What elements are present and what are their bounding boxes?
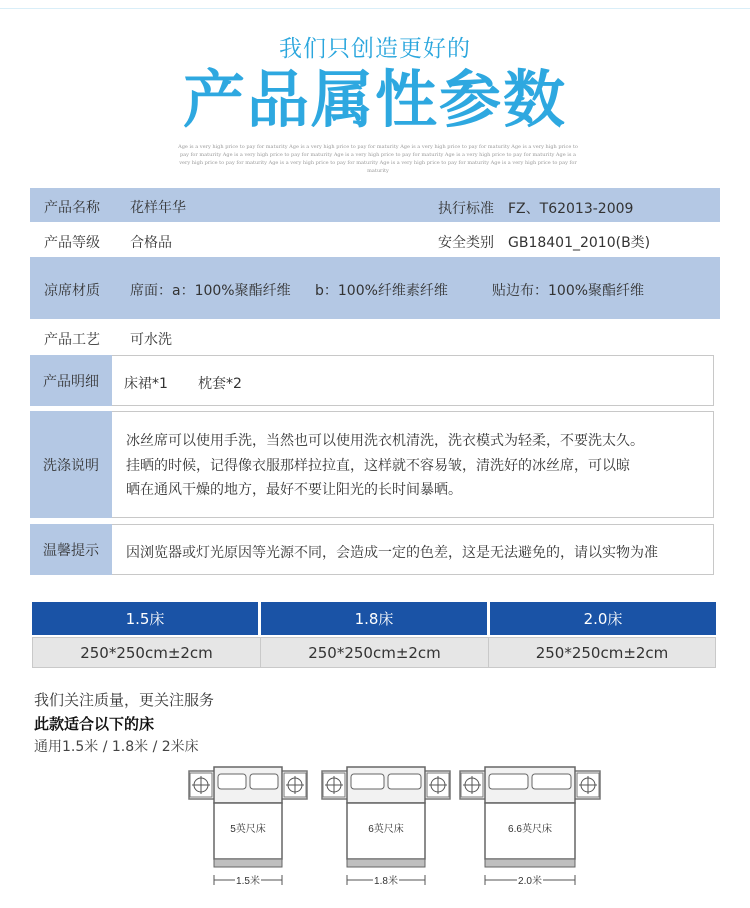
attr-row-detail <box>30 355 714 406</box>
bed-3-label: 6.6英尺床 <box>508 824 552 835</box>
wash-content <box>112 411 714 518</box>
size-value-1-8: 250*250cm±2cm <box>260 637 489 668</box>
craft-label: 产品工艺 <box>44 332 100 348</box>
size-header-1-5: 1.5床 <box>32 602 258 635</box>
tip-content <box>112 524 714 575</box>
service-note: 我们关注质量，更关注服务 <box>34 691 215 709</box>
size-value-1-5: 250*250cm±2cm <box>32 637 261 668</box>
tip-value: 因浏览器或灯光原因等光源不同，会造成一定的色差，这是无法避免的，请以实物为准 <box>126 545 658 561</box>
bed-3-width: 2.0米 <box>518 876 542 887</box>
bed-diagram-5ft <box>189 767 307 887</box>
attr-row-material <box>30 257 720 319</box>
suitable-beds-heading: 此款适合以下的床 <box>34 715 155 733</box>
size-table <box>32 602 716 668</box>
wash-line-3: 晒在通风干燥的地方，最好不要让阳光的长时间暴晒。 <box>126 482 462 498</box>
detail-label: 产品明细 <box>30 355 112 406</box>
page-title: 产品属性参数 <box>182 63 567 136</box>
name-value: 花样年华 <box>130 200 186 216</box>
bed-diagram-6-6ft <box>460 767 600 887</box>
suitable-beds-sizes: 通用1.5米 / 1.8米 / 2米床 <box>34 739 199 755</box>
bed-2-width: 1.8米 <box>374 876 398 887</box>
bed-1-label: 5英尺床 <box>230 824 266 835</box>
material-b: b：100%纤维素纤维 <box>315 283 448 299</box>
wash-line-1: 冰丝席可以使用手洗，当然也可以使用洗衣机清洗，洗衣模式为轻柔，不要洗太久。 <box>126 433 644 449</box>
material-a: 席面：a：100%聚酯纤维 <box>130 283 291 299</box>
grade-label: 产品等级 <box>44 235 100 251</box>
wash-line-2: 挂晒的时候，记得像衣服那样拉拉直，这样就不容易皱，清洗好的冰丝席，可以晾 <box>126 458 630 474</box>
wash-label: 洗涤说明 <box>30 411 112 518</box>
bed-diagrams <box>188 764 604 888</box>
detail-content <box>112 355 714 406</box>
header-subtitle: 我们只创造更好的 <box>279 36 471 62</box>
attr-row-name <box>30 188 720 222</box>
bed-2-label: 6英尺床 <box>368 824 404 835</box>
material-edge: 贴边布：100%聚酯纤维 <box>492 283 645 299</box>
grade-value: 合格品 <box>130 235 172 251</box>
tip-label: 温馨提示 <box>30 524 112 575</box>
size-header-2-0: 2.0床 <box>490 602 716 635</box>
attr-row-grade <box>30 224 720 256</box>
bed-1-width: 1.5米 <box>236 876 260 887</box>
safety-value: GB18401_2010(B类) <box>508 235 651 251</box>
attr-row-tip <box>30 524 714 575</box>
detail-item-bedskirt: 床裙*1 <box>124 376 168 392</box>
top-divider <box>0 8 750 9</box>
name-label: 产品名称 <box>44 200 100 216</box>
decorative-fineprint: Age is a very high price to pay for maturity Age is a very high price to pay for maturity Age is a very high price to pay for maturity Age is a very high price to pay for maturity Age is a very high price to pay for maturity Age is a very high price to pay for maturity Age is a very high price to pay for maturity Age is a very high price to pay for maturity Age is a very high price to pay for maturity Age is a very high price to pay for maturity Age is a very high price to pay for maturity <box>178 144 578 174</box>
size-header-1-8: 1.8床 <box>261 602 487 635</box>
safety-label: 安全类别 <box>438 235 494 251</box>
detail-item-pillowcase: 枕套*2 <box>198 376 242 392</box>
standard-value: FZ、T62013-2009 <box>508 201 634 217</box>
size-value-2-0: 250*250cm±2cm <box>488 637 716 668</box>
attr-row-wash <box>30 411 714 518</box>
attr-row-craft <box>30 321 720 353</box>
standard-label: 执行标准 <box>438 201 494 217</box>
craft-value: 可水洗 <box>130 332 172 348</box>
bed-diagram-6ft <box>322 767 450 887</box>
material-label: 凉席材质 <box>44 283 100 299</box>
